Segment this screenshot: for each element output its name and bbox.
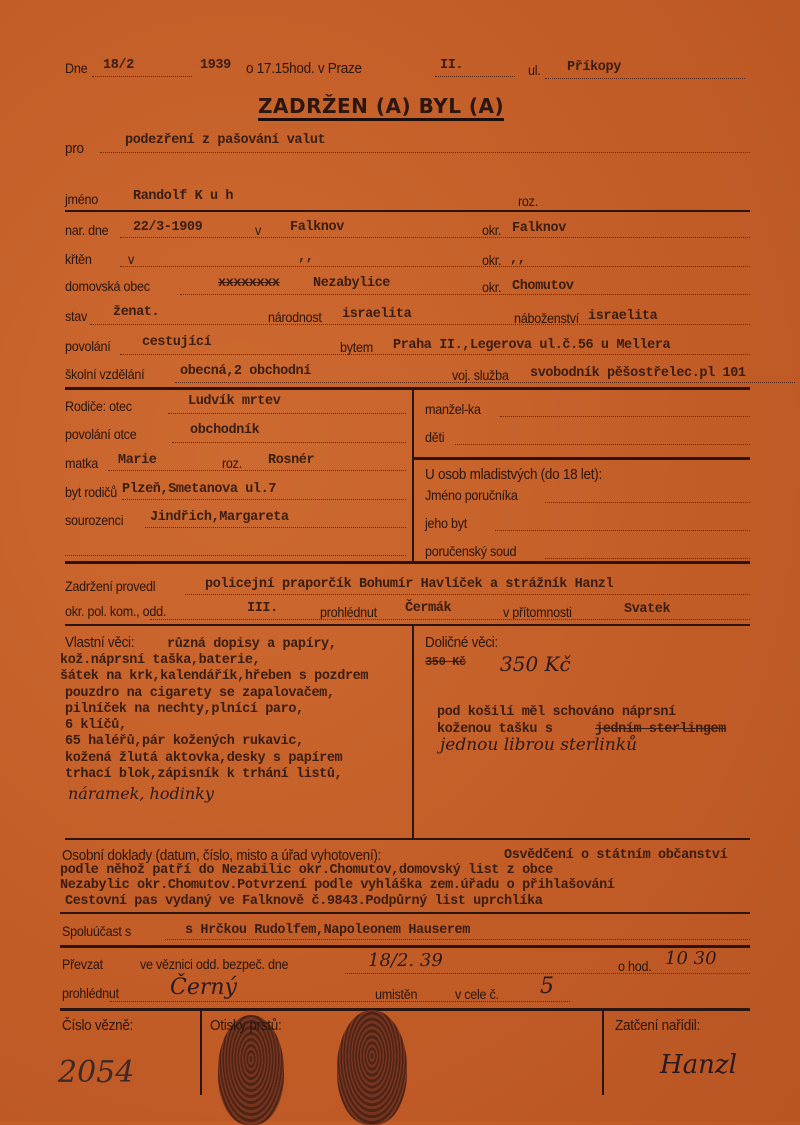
ordered-by-signature: Hanzl: [660, 1050, 737, 1080]
home-okr-value: Chomutov: [512, 279, 574, 294]
ordered-by-label: Zatčení nařídil:: [615, 1017, 700, 1034]
occupation-value: cestující: [142, 335, 212, 350]
name-value: Randolf K u h: [133, 189, 234, 204]
presence-value: Svatek: [624, 602, 671, 617]
placed-label: umistěn: [375, 986, 418, 1002]
reason-label: pro: [65, 140, 84, 157]
father-job-value: obchodník: [190, 423, 260, 438]
belongings-line: 65 haléřů,pár kožených rukavic,: [65, 734, 304, 749]
occupation-label: povolání: [65, 338, 111, 354]
belongings-line: 6 klíčů,: [65, 718, 127, 733]
reason-value: podezření z pašování valut: [125, 133, 326, 148]
religion-value: israelita: [588, 309, 658, 324]
mother-label: matka: [65, 455, 98, 471]
mother-roz-value: Rosnér: [268, 453, 315, 468]
fingerprints-label: Otisky prstů:: [210, 1017, 282, 1034]
guardian-home-label: jeho byt: [425, 515, 467, 531]
nationality-label: národnost: [268, 309, 322, 325]
belongings-line: kož.náprsní taška,baterie,: [60, 653, 261, 668]
born-label: nar. dne: [65, 222, 109, 238]
office-label: okr. pol. kom., odd.: [65, 603, 167, 619]
evidence-struck-text: jedním sterlingem: [595, 722, 726, 737]
father-label: Rodiče: otec: [65, 398, 132, 414]
belongings-line: kožená žlutá aktovka,desky s papírem: [65, 751, 343, 766]
home-value: Nezabylice: [313, 276, 391, 291]
documents-label: Osobní doklady (datum, číslo, misto a úřad vyhotovení):: [62, 847, 382, 864]
transfer-hour-label: o hod.: [618, 958, 652, 974]
father-job-label: povolání otce: [65, 426, 137, 442]
time-label: o 17.15hod. v Praze: [246, 60, 362, 77]
roz-label: roz.: [518, 193, 538, 209]
detained-by-label: Zadržení provedl: [65, 578, 156, 594]
transfer-label: Převzat: [62, 956, 103, 972]
transfer-hour: 10 30: [665, 948, 717, 969]
mother-roz-label: roz.: [222, 455, 242, 471]
education-value: obecná,2 obchodní: [180, 364, 311, 379]
transfer-inspected-label: prohlédnut: [62, 985, 119, 1001]
presence-label: v přítomnosti: [503, 604, 572, 620]
children-label: děti: [425, 429, 445, 445]
accomplice-value: s Hrčkou Rudolfem,Napoleonem Hauserem: [185, 923, 470, 938]
date-label: Dne: [65, 60, 88, 76]
name-label: jméno: [65, 191, 98, 207]
residence-label: bytem: [340, 339, 373, 355]
spouse-label: manžel-ka: [425, 401, 481, 417]
prisoner-number-label: Číslo vězně:: [62, 1017, 134, 1034]
year-value: 1939: [200, 58, 231, 73]
evidence-amount: 350 Kč: [500, 652, 571, 676]
inspected-label: prohlédnut: [320, 604, 377, 620]
father-value: Ludvík mrtev: [188, 394, 281, 409]
born-in-label: v: [255, 222, 262, 238]
military-value: svobodník pěšostřelec.pl 101: [530, 366, 746, 381]
education-label: školní vzdělání: [65, 366, 145, 382]
documents-line: Osvědčení o státním občanství: [504, 848, 728, 863]
evidence-line: pod košilí měl schováno náprsní: [437, 705, 676, 720]
belongings-line: pilníček na nechty,plnící paro,: [65, 702, 304, 717]
minors-label: U osob mladistvých (do 18 let):: [425, 466, 602, 483]
residence-value: Praha II.,Legerova ul.č.56 u Mellera: [393, 338, 671, 353]
district-value: II.: [440, 58, 464, 73]
transfer-place-label: ve věznici odd. bezpeč. dne: [140, 956, 289, 972]
evidence-handwritten: jednou librou sterlinků: [440, 735, 638, 755]
detained-by-value: policejní praporčík Bohumír Havlíček a strážník Hanzl: [205, 577, 614, 592]
parents-address-value: Plzeň,Smetanova ul.7: [122, 482, 277, 497]
baptized-in-value: ,,: [298, 250, 314, 265]
cell-label: v cele č.: [455, 986, 499, 1002]
military-label: voj. služba: [452, 367, 509, 383]
baptized-label: křtěn: [65, 251, 92, 267]
documents-line: Nezabylic okr.Chomutov.Potvrzení podle vyhláška zem.úřadu o přihlašování: [60, 878, 615, 893]
parents-address-label: byt rodičů: [65, 484, 117, 500]
born-okr-label: okr.: [482, 222, 502, 238]
belongings-label: Vlastní věci:: [65, 634, 135, 651]
belongings-line: různá dopisy a papíry,: [167, 637, 337, 652]
court-label: poručenský soud: [425, 543, 517, 559]
religion-label: náboženství: [514, 310, 579, 326]
baptized-okr-label: okr.: [482, 252, 502, 268]
born-in-value: Falknov: [290, 220, 344, 235]
street-value: Příkopy: [567, 60, 621, 75]
transfer-date: 18/2. 39: [368, 950, 443, 971]
nationality-value: israelita: [342, 307, 412, 322]
evidence-line: koženou tašku s: [437, 722, 553, 737]
siblings-value: Jindřich,Margareta: [150, 510, 289, 525]
belongings-line: šátek na krk,kalendářík,hřeben s pozdrem: [60, 669, 369, 684]
status-value: ženat.: [113, 305, 160, 320]
office-value: III.: [247, 601, 278, 616]
page-title: ZADRŽEN (A) BYL (A): [258, 94, 504, 121]
home-struck: xxxxxxxx: [218, 276, 280, 291]
evidence-struck: 350 Kč: [425, 655, 466, 669]
accomplice-label: Spoluúčast s: [62, 923, 131, 939]
prisoner-number: 2054: [58, 1055, 135, 1090]
born-okr-value: Falknov: [512, 221, 566, 236]
home-okr-label: okr.: [482, 279, 502, 295]
documents-line: Cestovní pas vydaný ve Falknově č.9843.Podpůrný list uprchlíka: [65, 894, 543, 909]
born-value: 22/3-1909: [133, 220, 203, 235]
inspected-value: Čermák: [405, 601, 452, 616]
belongings-line: trhací blok,zápisník k trhání listů,: [65, 767, 343, 782]
transfer-inspected-signature: Černý: [170, 975, 237, 1000]
baptized-in-label: v: [128, 251, 135, 267]
mother-value: Marie: [118, 453, 157, 468]
baptized-okr-value: ,,: [510, 252, 526, 267]
fingerprint-right: [337, 1010, 407, 1125]
guardian-label: Jméno poručníka: [425, 487, 518, 503]
home-label: domovská obec: [65, 278, 150, 294]
documents-line: podle něhož patří do Nezabilic okr.Chomutov,domovský list z obce: [60, 863, 553, 878]
belongings-line: pouzdro na cigarety se zapalovačem,: [65, 686, 335, 701]
belongings-handwritten: náramek, hodinky: [68, 784, 214, 803]
evidence-label: Doličné věci:: [425, 634, 499, 651]
street-label: ul.: [528, 62, 541, 78]
cell-value: 5: [540, 974, 554, 999]
status-label: stav: [65, 308, 88, 324]
siblings-label: sourozenci: [65, 512, 124, 528]
date-value: 18/2: [103, 58, 134, 73]
